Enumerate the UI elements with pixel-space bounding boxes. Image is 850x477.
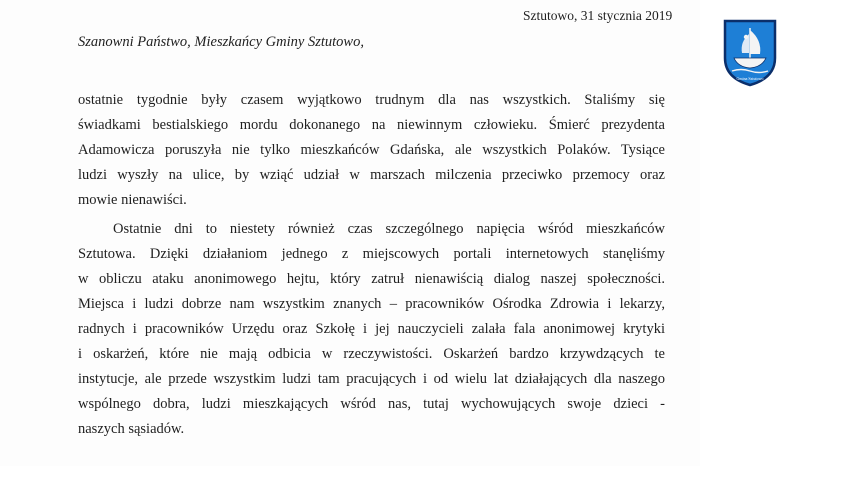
text-line: Miejsca i ludzi dobrze nam wszystkim znanych – pracowników Ośrodka Zdrowia i lekarzy, (78, 296, 665, 312)
text-line: mowie nienawiści. (78, 192, 187, 208)
text-line: i oskarżeń, które nie mają odbicia w rzeczywistości. Oskarżeń bardzo krzywdzących te (78, 346, 665, 362)
text-line: Sztutowa. Dzięki działaniom jednego z miejscowych portali internetowych stanęliśmy (78, 246, 665, 262)
text-line: Ostatnie dni to niestety również czas szczególnego napięcia wśród mieszkańców (113, 221, 665, 237)
letter-date: Sztutowo, 31 stycznia 2019 (523, 8, 673, 23)
text-line: naszych sąsiadów. (78, 421, 185, 437)
text-line: ostatnie tygodnie były czasem wyjątkowo trudnym dla nas wszystkich. Staliśmy się (78, 92, 665, 108)
letter-greeting: Szanowni Państwo, Mieszkańcy Gminy Sztutowo, (78, 34, 364, 50)
text-line: instytucje, ale przede wszystkim ludzi tam pracujących i od wielu lat działających dla naszego (78, 371, 665, 387)
text-line: Adamowicza poruszyła nie tylko mieszkańców Gdańska, ale wszystkich Polaków. Tysiące (78, 142, 665, 158)
crest-caption: Gmina Sztutowo (736, 76, 764, 81)
text-line: radnych i pracowników Urzędu oraz Szkołę i jej nauczycieli zalała fala anonimowej krytyki (78, 321, 665, 337)
text-line: wspólnego dobra, ludzi mieszkających wśród nas, tutaj wychowujących swoje dzieci - (78, 396, 665, 412)
coat-of-arms-icon (722, 18, 778, 88)
text-line: w obliczu ataku anonimowego hejtu, który zatruł nienawiścią dialog naszej społeczności. (78, 271, 665, 287)
text-line: świadkami bestialskiego mordu dokonanego na niewinnym człowieku. Śmierć prezydenta (78, 117, 665, 133)
text-line: ludzi wyszły na ulice, by wziąć udział w marszach milczenia przeciwko przemocy oraz (78, 167, 665, 183)
